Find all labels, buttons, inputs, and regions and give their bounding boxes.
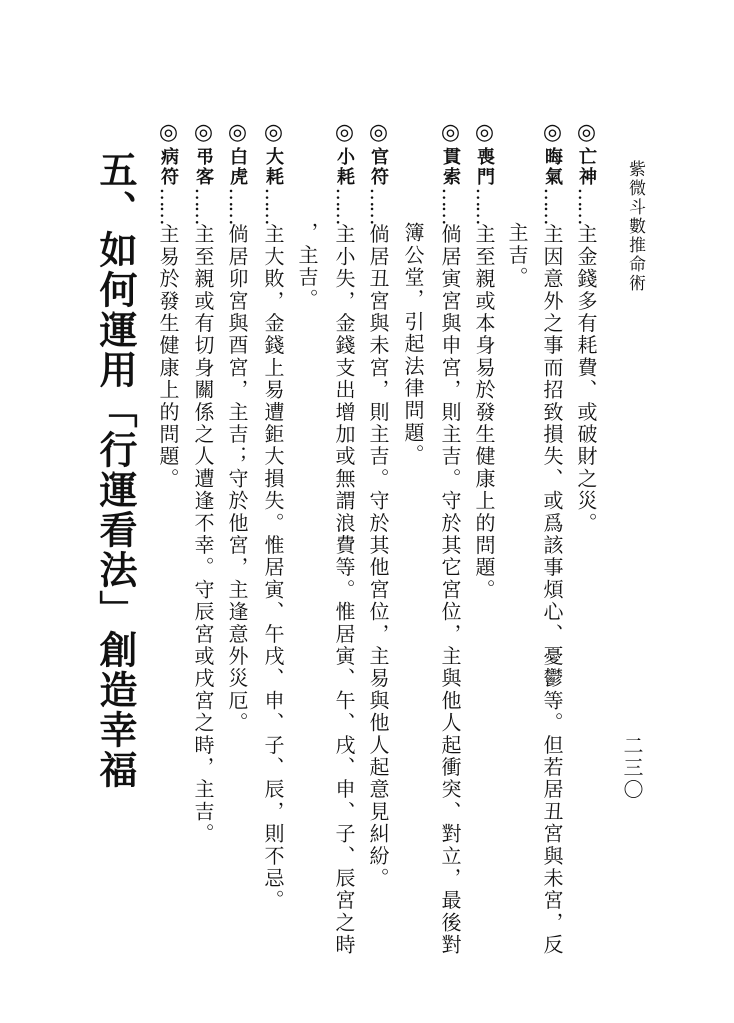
entry-text: 主因意外之事而招致損失、或爲該事煩心、憂鬱等。但若居丑宮與未宮，反: [540, 223, 564, 957]
entry-term: 官符: [368, 147, 389, 188]
entry-term: 大耗: [263, 147, 284, 188]
entry-term: 亡神: [576, 147, 597, 188]
entry-term: 小耗: [334, 147, 355, 188]
entry-dahao: ◎大耗……主大敗，金錢上易遭鉅大損失。惟居寅、午戌、申、子、辰，則不忌。: [261, 120, 286, 912]
entry-wangshen: ◎亡神……主金錢多有耗費、或破財之災。: [574, 120, 599, 535]
entry-term: 弔客: [193, 147, 214, 188]
entry-text: 主大敗，金錢上易遭鉅大損失。惟居寅、午戌、申、子、辰，則不忌。: [261, 223, 285, 912]
entry-text: 倘居寅宮與申宮，則主吉。守於其它宮位，主與他人起衝突、對立，最後對: [438, 223, 462, 957]
entry-text: 倘居丑宮與未宮，則主吉。守於其他宮位，主易與他人起意見糾紛。: [366, 223, 390, 890]
entry-guansuo-continuation: 簿公堂，引起法律問題。: [401, 222, 425, 467]
entry-sangmen: ◎喪門……主至親或本身易於發生健康上的問題。: [472, 120, 497, 602]
entry-text: 主金錢多有耗費、或破財之災。: [574, 223, 598, 535]
entry-term: 貫索: [440, 147, 461, 188]
entry-text: 主至親或有切身關係之人遭逢不幸。守辰宮或戌宮之時，主吉。: [191, 223, 215, 846]
entry-bingfu: ◎病符……主易於發生健康上的問題。: [156, 120, 181, 491]
entry-guanfu: ◎官符……倘居丑宮與未宮，則主吉。守於其他宮位，主易與他人起意見糾紛。: [366, 120, 391, 890]
entry-term: 喪門: [474, 147, 495, 188]
entry-baihu: ◎白虎……倘居卯宮與酉宮，主吉；守於他宮，主逢意外災厄。: [225, 120, 250, 735]
entry-term: 病符: [158, 147, 179, 188]
entry-diaoke: ◎弔客……主至親或有切身關係之人遭逢不幸。守辰宮或戌宮之時，主吉。: [191, 120, 216, 846]
entry-text: 主小失，金錢支出增加或無謂浪費等。惟居寅、午、戌、申、子、辰宮之時: [332, 223, 356, 957]
entry-text: 主易於發生健康上的問題。: [156, 223, 180, 491]
entry-guansuo: ◎貫索……倘居寅宮與申宮，則主吉。守於其它宮位，主與他人起衝突、對立，最後對: [438, 120, 463, 957]
entry-xiaohao: ◎小耗……主小失，金錢支出增加或無謂浪費等。惟居寅、午、戌、申、子、辰宮之時: [332, 120, 357, 957]
entry-huiqi-continuation: 主吉。: [505, 222, 529, 289]
entry-term: 白虎: [227, 147, 248, 188]
entry-xiaohao-continuation: ，主吉。: [295, 222, 319, 311]
running-title: 紫微斗數推命術: [625, 160, 645, 293]
entry-term: 晦氣: [542, 147, 563, 188]
entry-text: 倘居卯宮與酉宮，主吉；守於他宮，主逢意外災厄。: [225, 223, 249, 735]
chapter-title: 五、如何運用「行運看法」創造幸福: [93, 150, 138, 790]
page-number: 二三〇: [620, 735, 644, 801]
entry-text: 主至親或本身易於發生健康上的問題。: [472, 223, 496, 602]
entry-huiqi: ◎晦氣……主因意外之事而招致損失、或爲該事煩心、憂鬱等。但若居丑宮與未宮，反: [540, 120, 565, 957]
